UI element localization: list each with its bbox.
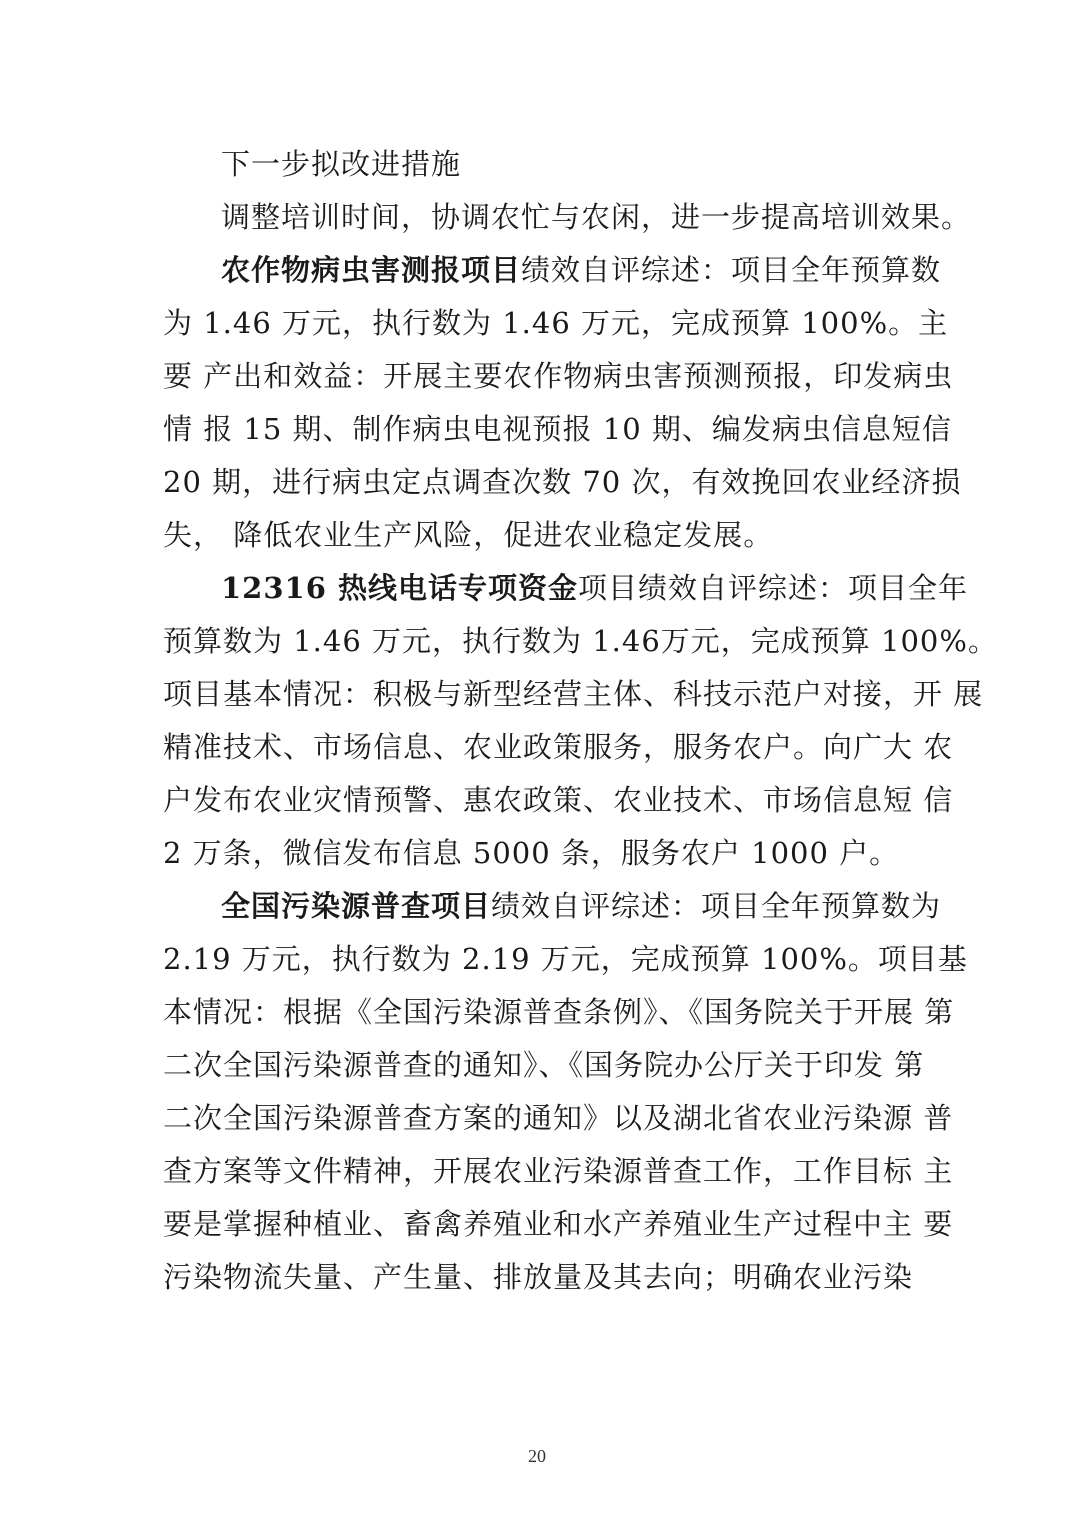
paragraph-text: 绩效自评综述：项目全年预算数为 — [491, 889, 942, 923]
paragraph-line: 二次全国污染源普查的通知》、《国务院办公厅关于印发 第 — [163, 1048, 925, 1082]
paragraph-line: 20 期，进行病虫定点调查次数 70 次，有效挽回农业经济损 — [163, 465, 962, 499]
project-title: 农作物病虫害测报项目 — [221, 253, 522, 287]
paragraph-line: 预算数为 1.46 万元，执行数为 1.46万元，完成预算 100%。 — [163, 624, 998, 658]
paragraph-line: 要 产出和效益：开展主要农作物病虫害预测预报，印发病虫 — [163, 359, 954, 393]
paragraph-line: 项目基本情况：积极与新型经营主体、科技示范户对接，开 展 — [163, 677, 984, 711]
paragraph-text: 项目绩效自评综述：项目全年 — [578, 571, 969, 605]
paragraph-line — [163, 244, 942, 297]
paragraph-line: 2 万条，微信发布信息 5000 条，服务农户 1000 户。 — [163, 836, 900, 870]
paragraph-line: 查方案等文件精神，开展农业污染源普查工作，工作目标 主 — [163, 1154, 954, 1188]
paragraph-line — [163, 562, 969, 615]
page-number: 20 — [528, 1446, 546, 1466]
paragraph-line: 污染物流失量、产生量、排放量及其去向；明确农业污染 — [163, 1260, 914, 1294]
paragraph-line: 精准技术、市场信息、农业政策服务，服务农户。向广大 农 — [163, 730, 954, 764]
paragraph-line: 本情况：根据《全国污染源普查条例》、《国务院关于开展 第 — [163, 995, 955, 1029]
paragraph-text: 绩效自评综述：项目全年预算数 — [521, 253, 942, 287]
body-text — [163, 138, 998, 1304]
section-heading: 下一步拟改进措施 — [221, 147, 462, 181]
paragraph-line: 情 报 15 期、制作病虫电视预报 10 期、编发病虫信息短信 — [163, 412, 952, 446]
paragraph-line: 要是掌握种植业、畜禽养殖业和水产养殖业生产过程中主 要 — [163, 1207, 954, 1241]
paragraph-line: 二次全国污染源普查方案的通知》以及湖北省农业污染源 普 — [163, 1101, 954, 1135]
project-title: 12316 热线电话专项资金 — [221, 571, 578, 605]
paragraph-line: 失， 降低农业生产风险，促进农业稳定发展。 — [163, 518, 774, 552]
paragraph-line — [163, 880, 942, 933]
paragraph-line: 调整培训时间，协调农忙与农闲，进一步提高培训效果。 — [221, 200, 972, 234]
project-title: 全国污染源普查项目 — [221, 889, 492, 923]
paragraph-line: 2.19 万元，执行数为 2.19 万元，完成预算 100%。项目基 — [163, 942, 968, 976]
paragraph-line: 户发布农业灾情预警、惠农政策、农业技术、市场信息短 信 — [163, 783, 954, 817]
paragraph-line: 为 1.46 万元，执行数为 1.46 万元，完成预算 100%。主 — [163, 306, 949, 340]
